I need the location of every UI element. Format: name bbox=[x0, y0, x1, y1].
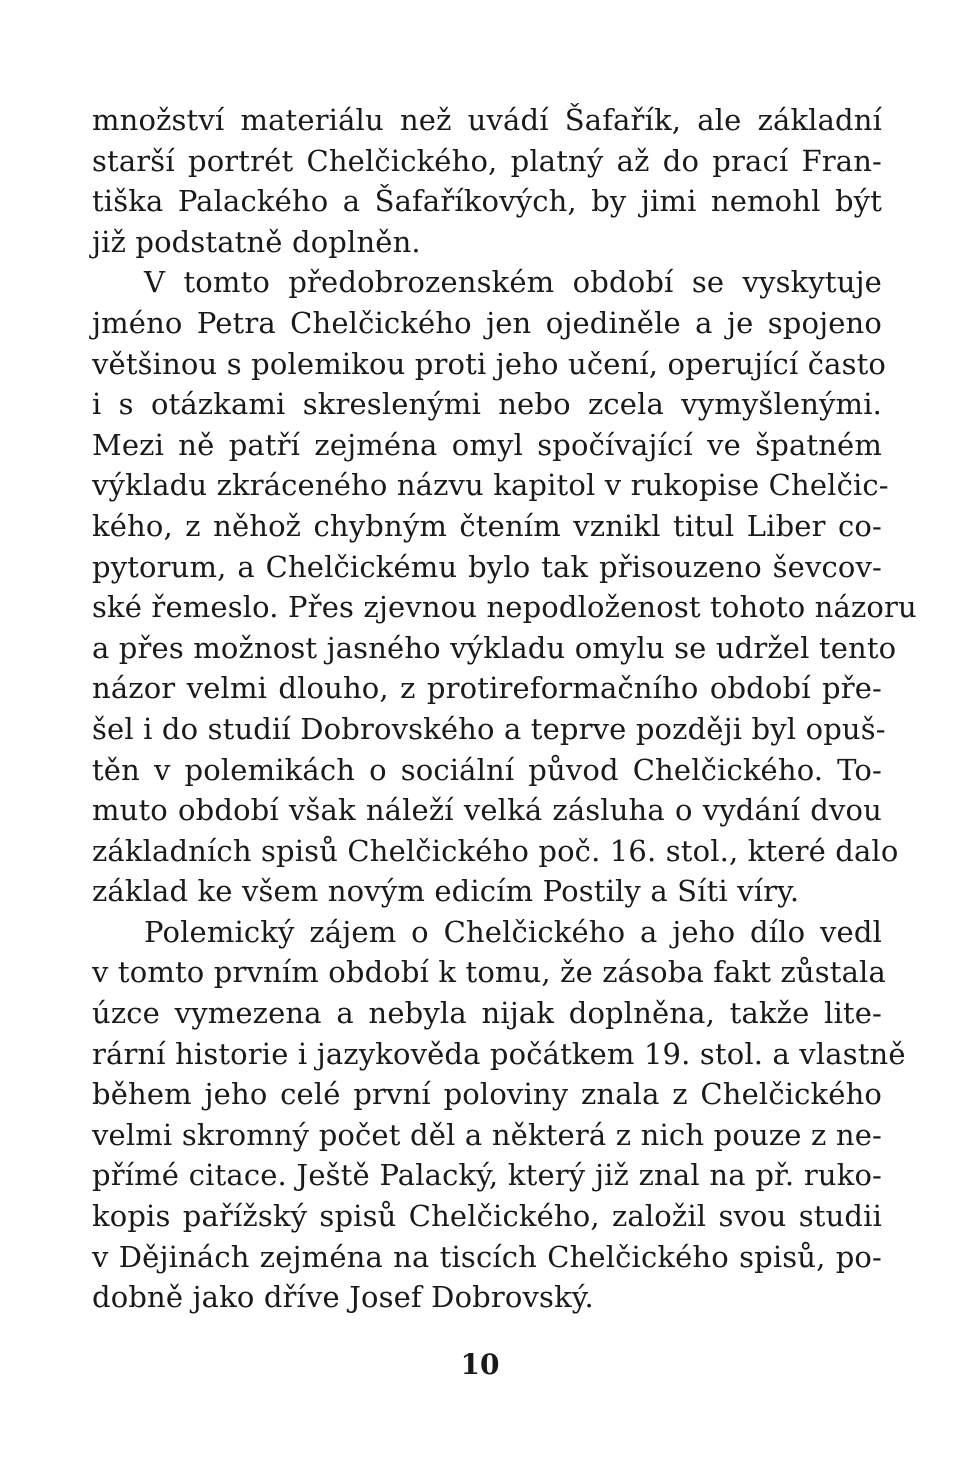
text-line: ské řemeslo. Přes zjevnou nepodloženost tohoto názoru bbox=[92, 590, 917, 625]
text-line: v Dějinách zejména na tiscích Chelčického spisů, po- bbox=[92, 1239, 882, 1274]
text-line: úzce vymezena a nebyla nijak doplněna, takže lite- bbox=[92, 996, 882, 1031]
text-line: pytorum, a Chelčickému bylo tak přisouzeno ševcov- bbox=[92, 549, 882, 584]
text-line: názor velmi dlouho, z protireformačního období pře- bbox=[92, 671, 882, 706]
text-line: kého, z něhož chybným čtením vznikl titul Liber co- bbox=[92, 508, 882, 543]
text-line: Polemický zájem o Chelčického a jeho dílo vedl bbox=[144, 914, 882, 949]
text-line: těn v polemikách o sociální původ Chelčického. To- bbox=[92, 752, 882, 787]
text-line: základ ke všem novým edicím Postily a Síti víry. bbox=[92, 874, 800, 909]
text-line: většinou s polemikou proti jeho učení, operující často bbox=[92, 346, 887, 381]
text-line: již podstatně doplněn. bbox=[92, 224, 421, 259]
text-line: i s otázkami skreslenými nebo zcela vymyšlenými. bbox=[92, 387, 882, 422]
text-line: muto období však náleží velká zásluha o vydání dvou bbox=[92, 793, 882, 828]
text-line: rární historie i jazykověda počátkem 19. stol. a vlastně bbox=[92, 1036, 906, 1071]
text-line: dobně jako dříve Josef Dobrovský. bbox=[92, 1280, 594, 1315]
text-line: výkladu zkráceného názvu kapitol v rukopise Chelčic- bbox=[92, 468, 889, 503]
text-line: přímé citace. Ještě Palacký, který již znal na př. ruko- bbox=[92, 1158, 882, 1193]
text-line: základních spisů Chelčického poč. 16. stol., které dalo bbox=[92, 833, 899, 868]
text-line: tiška Palackého a Šafaříkových, by jimi nemohl být bbox=[92, 184, 882, 219]
page-number: 10 bbox=[460, 1348, 500, 1381]
text-line: množství materiálu než uvádí Šafařík, ale základní bbox=[92, 103, 882, 137]
text-line: jméno Petra Chelčického jen ojediněle a je spojeno bbox=[92, 305, 882, 340]
body-text bbox=[92, 100, 917, 1318]
text-line: během jeho celé první poloviny znala z Chelčického bbox=[92, 1077, 882, 1112]
text-line: v tomto prvním období k tomu, že zásoba fakt zůstala bbox=[92, 955, 886, 990]
text-line: starší portrét Chelčického, platný až do prací Fran- bbox=[92, 143, 882, 178]
text-line: a přes možnost jasného výkladu omylu se udržel tento bbox=[92, 630, 897, 665]
text-line: V tomto předobrozenském období se vyskytuje bbox=[144, 265, 882, 300]
text-line: kopis pařížský spisů Chelčického, založil svou studii bbox=[92, 1199, 882, 1234]
text-line: velmi skromný počet děl a některá z nich pouze z ne- bbox=[92, 1117, 882, 1152]
text-line: Mezi ně patří zejména omyl spočívající ve špatném bbox=[92, 427, 882, 462]
text-line: šel i do studií Dobrovského a teprve později byl opuš- bbox=[92, 711, 886, 746]
